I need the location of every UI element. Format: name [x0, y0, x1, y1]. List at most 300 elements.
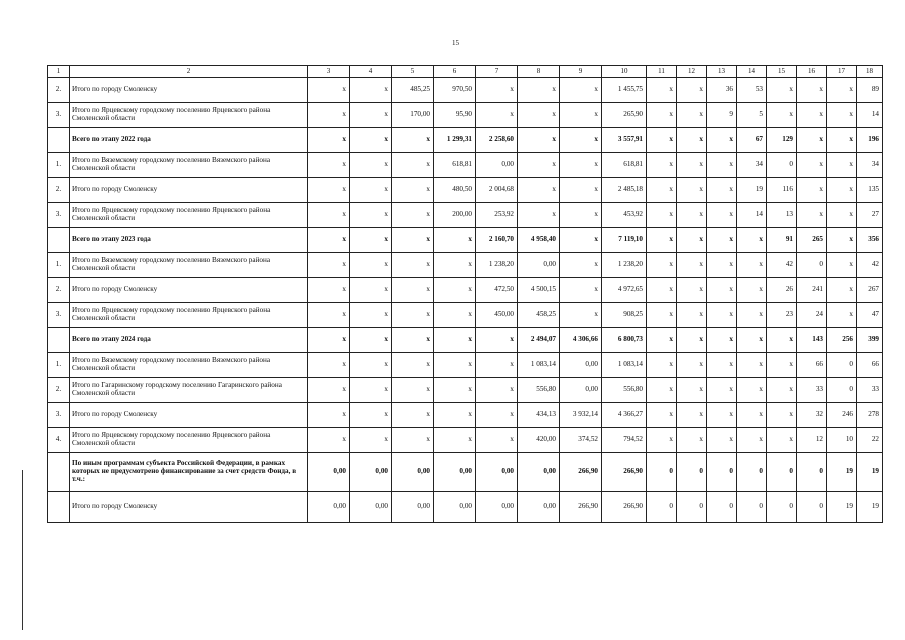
row-number-cell: 3. — [48, 303, 70, 328]
column-number-header: 3 — [308, 66, 350, 78]
value-cell: x — [677, 153, 707, 178]
value-cell: 556,80 — [518, 378, 560, 403]
value-cell: 53 — [737, 78, 767, 103]
value-cell: x — [560, 128, 602, 153]
value-cell: x — [476, 428, 518, 453]
table-row — [48, 492, 883, 523]
value-cell: x — [476, 353, 518, 378]
value-cell: x — [518, 178, 560, 203]
value-cell: 200,00 — [434, 203, 476, 228]
value-cell: 5 — [737, 103, 767, 128]
value-cell: x — [392, 128, 434, 153]
value-cell: 13 — [767, 203, 797, 228]
value-cell: 3 932,14 — [560, 403, 602, 428]
value-cell: 0,00 — [518, 453, 560, 492]
value-cell: 420,00 — [518, 428, 560, 453]
table-row — [48, 378, 883, 403]
value-cell: 91 — [767, 228, 797, 253]
value-cell: x — [308, 153, 350, 178]
value-cell: 256 — [827, 328, 857, 353]
value-cell: x — [707, 328, 737, 353]
value-cell: x — [434, 328, 476, 353]
value-cell: x — [350, 103, 392, 128]
value-cell: 0 — [797, 253, 827, 278]
value-cell: x — [476, 403, 518, 428]
value-cell: 34 — [737, 153, 767, 178]
value-cell: 19 — [857, 492, 883, 523]
value-cell: x — [677, 403, 707, 428]
value-cell: x — [350, 253, 392, 278]
value-cell: 618,81 — [602, 153, 647, 178]
value-cell: x — [677, 278, 707, 303]
value-cell: x — [737, 228, 767, 253]
value-cell: x — [767, 378, 797, 403]
value-cell: x — [677, 178, 707, 203]
column-number-header: 6 — [434, 66, 476, 78]
row-name-cell: По иным программам субъекта Российской Федерации, в рамках которых не предусмотрено финансирование за счет средств Фонда, в т.ч.: — [70, 453, 308, 492]
value-cell: x — [827, 78, 857, 103]
table-row — [48, 203, 883, 228]
value-cell: x — [647, 378, 677, 403]
value-cell: 0 — [737, 492, 767, 523]
value-cell: 253,92 — [476, 203, 518, 228]
value-cell: 265,90 — [602, 103, 647, 128]
value-cell: x — [647, 203, 677, 228]
value-cell: x — [647, 428, 677, 453]
value-cell: x — [350, 328, 392, 353]
value-cell: 19 — [827, 492, 857, 523]
value-cell: x — [350, 378, 392, 403]
value-cell: x — [308, 353, 350, 378]
value-cell: x — [560, 278, 602, 303]
value-cell: x — [707, 178, 737, 203]
value-cell: x — [767, 78, 797, 103]
value-cell: x — [392, 328, 434, 353]
value-cell: x — [767, 328, 797, 353]
value-cell: x — [350, 128, 392, 153]
value-cell: 95,90 — [434, 103, 476, 128]
value-cell: 0 — [647, 492, 677, 523]
value-cell: 32 — [797, 403, 827, 428]
value-cell: 278 — [857, 403, 883, 428]
row-name-cell: Итого по Ярцевскому городскому поселению Ярцевского района Смоленской области — [70, 303, 308, 328]
value-cell: 0,00 — [392, 453, 434, 492]
column-number-header: 5 — [392, 66, 434, 78]
column-number-header: 14 — [737, 66, 767, 78]
value-cell: 0 — [647, 453, 677, 492]
value-cell: x — [737, 353, 767, 378]
value-cell: 26 — [767, 278, 797, 303]
value-cell: 0,00 — [560, 353, 602, 378]
row-name-cell: Итого по Ярцевскому городскому поселению Ярцевского района Смоленской области — [70, 103, 308, 128]
value-cell: 33 — [857, 378, 883, 403]
value-cell: x — [308, 128, 350, 153]
value-cell: 266,90 — [560, 492, 602, 523]
report-table — [47, 65, 883, 523]
row-name-cell: Всего по этапу 2022 года — [70, 128, 308, 153]
value-cell: x — [476, 378, 518, 403]
row-name-cell: Итого по Вяземскому городскому поселению Вяземского района Смоленской области — [70, 353, 308, 378]
value-cell: x — [434, 428, 476, 453]
value-cell: 0,00 — [308, 453, 350, 492]
value-cell: x — [518, 153, 560, 178]
value-cell: 0 — [707, 453, 737, 492]
table-row — [48, 278, 883, 303]
value-cell: x — [560, 78, 602, 103]
row-name-cell: Итого по Ярцевскому городскому поселению Ярцевского района Смоленской области — [70, 428, 308, 453]
table-row — [48, 353, 883, 378]
value-cell: x — [797, 103, 827, 128]
value-cell: x — [560, 253, 602, 278]
table-row — [48, 328, 883, 353]
value-cell: 170,00 — [392, 103, 434, 128]
value-cell: x — [797, 153, 827, 178]
value-cell: x — [767, 428, 797, 453]
value-cell: x — [392, 353, 434, 378]
value-cell: 3 557,91 — [602, 128, 647, 153]
row-number-cell: 2. — [48, 278, 70, 303]
value-cell: 24 — [797, 303, 827, 328]
value-cell: x — [827, 203, 857, 228]
column-number-header: 7 — [476, 66, 518, 78]
value-cell: 265 — [797, 228, 827, 253]
value-cell: x — [350, 403, 392, 428]
value-cell: x — [647, 328, 677, 353]
value-cell: 0,00 — [308, 492, 350, 523]
value-cell: x — [707, 428, 737, 453]
value-cell: 0 — [767, 492, 797, 523]
value-cell: x — [767, 353, 797, 378]
value-cell: x — [350, 78, 392, 103]
value-cell: x — [308, 203, 350, 228]
value-cell: 2 004,68 — [476, 178, 518, 203]
value-cell: 2 494,07 — [518, 328, 560, 353]
value-cell: x — [518, 203, 560, 228]
value-cell: 89 — [857, 78, 883, 103]
value-cell: 0,00 — [560, 378, 602, 403]
table-row — [48, 428, 883, 453]
value-cell: 66 — [857, 353, 883, 378]
value-cell: x — [476, 328, 518, 353]
row-number-cell: 2. — [48, 178, 70, 203]
value-cell: x — [392, 153, 434, 178]
value-cell: 374,52 — [560, 428, 602, 453]
value-cell: 22 — [857, 428, 883, 453]
value-cell: 116 — [767, 178, 797, 203]
row-number-cell: 1. — [48, 153, 70, 178]
value-cell: x — [677, 353, 707, 378]
value-cell: x — [707, 253, 737, 278]
row-name-cell: Итого по Вяземскому городскому поселению Вяземского района Смоленской области — [70, 253, 308, 278]
value-cell: x — [677, 203, 707, 228]
value-cell: x — [350, 203, 392, 228]
value-cell: 0 — [767, 453, 797, 492]
value-cell: 2 485,18 — [602, 178, 647, 203]
value-cell: x — [308, 78, 350, 103]
value-cell: x — [560, 228, 602, 253]
table-row — [48, 103, 883, 128]
value-cell: x — [434, 303, 476, 328]
value-cell: x — [308, 328, 350, 353]
value-cell: x — [827, 128, 857, 153]
value-cell: 0 — [767, 153, 797, 178]
value-cell: x — [647, 128, 677, 153]
value-cell: 434,13 — [518, 403, 560, 428]
column-number-header: 13 — [707, 66, 737, 78]
value-cell: 480,50 — [434, 178, 476, 203]
value-cell: 267 — [857, 278, 883, 303]
value-cell: 458,25 — [518, 303, 560, 328]
value-cell: x — [797, 78, 827, 103]
value-cell: x — [518, 103, 560, 128]
value-cell: 1 083,14 — [602, 353, 647, 378]
value-cell: 67 — [737, 128, 767, 153]
column-number-header: 12 — [677, 66, 707, 78]
value-cell: 1 238,20 — [476, 253, 518, 278]
value-cell: x — [308, 103, 350, 128]
value-cell: 7 119,10 — [602, 228, 647, 253]
value-cell: x — [350, 303, 392, 328]
value-cell: 34 — [857, 153, 883, 178]
value-cell: 2 258,60 — [476, 128, 518, 153]
value-cell: 0,00 — [392, 492, 434, 523]
value-cell: 1 083,14 — [518, 353, 560, 378]
value-cell: 19 — [857, 453, 883, 492]
value-cell: 4 306,66 — [560, 328, 602, 353]
column-number-header: 4 — [350, 66, 392, 78]
value-cell: 0 — [707, 492, 737, 523]
value-cell: x — [707, 353, 737, 378]
column-number-header: 1 — [48, 66, 70, 78]
value-cell: 356 — [857, 228, 883, 253]
value-cell: x — [434, 353, 476, 378]
value-cell: 36 — [707, 78, 737, 103]
value-cell: x — [560, 203, 602, 228]
value-cell: x — [677, 78, 707, 103]
value-cell: x — [677, 378, 707, 403]
value-cell: 618,81 — [434, 153, 476, 178]
row-name-cell: Итого по Гагаринскому городскому поселению Гагаринского района Смоленской области — [70, 378, 308, 403]
value-cell: x — [647, 78, 677, 103]
value-cell: x — [476, 78, 518, 103]
value-cell: x — [827, 178, 857, 203]
value-cell: 472,50 — [476, 278, 518, 303]
value-cell: x — [827, 253, 857, 278]
value-cell: x — [434, 403, 476, 428]
value-cell: x — [392, 228, 434, 253]
value-cell: x — [392, 253, 434, 278]
value-cell: 19 — [827, 453, 857, 492]
table-row — [48, 403, 883, 428]
row-name-cell: Итого по Ярцевскому городскому поселению Ярцевского района Смоленской области — [70, 203, 308, 228]
value-cell: x — [350, 228, 392, 253]
value-cell: 135 — [857, 178, 883, 203]
value-cell: 0 — [827, 353, 857, 378]
value-cell: 0,00 — [476, 453, 518, 492]
value-cell: x — [677, 228, 707, 253]
value-cell: x — [392, 428, 434, 453]
value-cell: 6 800,73 — [602, 328, 647, 353]
value-cell: 266,90 — [602, 453, 647, 492]
value-cell: 0,00 — [476, 153, 518, 178]
value-cell: x — [308, 278, 350, 303]
page-edge-line — [22, 470, 23, 630]
value-cell: 10 — [827, 428, 857, 453]
value-cell: 33 — [797, 378, 827, 403]
value-cell: x — [434, 278, 476, 303]
value-cell: x — [737, 403, 767, 428]
value-cell: x — [647, 103, 677, 128]
row-number-cell — [48, 128, 70, 153]
value-cell: x — [647, 278, 677, 303]
value-cell: 450,00 — [476, 303, 518, 328]
value-cell: x — [518, 78, 560, 103]
value-cell: x — [797, 203, 827, 228]
value-cell: x — [707, 378, 737, 403]
value-cell: x — [560, 303, 602, 328]
value-cell: 266,90 — [602, 492, 647, 523]
value-cell: 0,00 — [350, 492, 392, 523]
table-row — [48, 78, 883, 103]
value-cell: 66 — [797, 353, 827, 378]
value-cell: x — [647, 303, 677, 328]
value-cell: x — [767, 103, 797, 128]
value-cell: x — [434, 253, 476, 278]
value-cell: x — [677, 328, 707, 353]
value-cell: 19 — [737, 178, 767, 203]
row-name-cell: Итого по городу Смоленску — [70, 178, 308, 203]
value-cell: 196 — [857, 128, 883, 153]
value-cell: x — [677, 128, 707, 153]
value-cell: x — [308, 228, 350, 253]
value-cell: 0,00 — [476, 492, 518, 523]
value-cell: 241 — [797, 278, 827, 303]
value-cell: x — [350, 428, 392, 453]
value-cell: x — [518, 128, 560, 153]
value-cell: x — [677, 103, 707, 128]
value-cell: 9 — [707, 103, 737, 128]
value-cell: x — [392, 278, 434, 303]
value-cell: 14 — [857, 103, 883, 128]
row-name-cell: Итого по городу Смоленску — [70, 492, 308, 523]
column-number-header: 2 — [70, 66, 308, 78]
value-cell: 129 — [767, 128, 797, 153]
value-cell: x — [647, 353, 677, 378]
value-cell: x — [737, 378, 767, 403]
value-cell: x — [476, 103, 518, 128]
value-cell: x — [308, 378, 350, 403]
value-cell: x — [737, 328, 767, 353]
value-cell: 4 500,15 — [518, 278, 560, 303]
value-cell: 453,92 — [602, 203, 647, 228]
value-cell: x — [707, 203, 737, 228]
value-cell: x — [647, 253, 677, 278]
value-cell: x — [308, 178, 350, 203]
row-number-cell: 1. — [48, 253, 70, 278]
value-cell: x — [434, 228, 476, 253]
value-cell: 0,00 — [518, 253, 560, 278]
row-name-cell: Всего по этапу 2024 года — [70, 328, 308, 353]
table-row — [48, 153, 883, 178]
value-cell: x — [308, 303, 350, 328]
table-row — [48, 303, 883, 328]
value-cell: 4 958,40 — [518, 228, 560, 253]
value-cell: x — [827, 153, 857, 178]
value-cell: x — [707, 278, 737, 303]
value-cell: 1 455,75 — [602, 78, 647, 103]
row-number-cell: 3. — [48, 103, 70, 128]
column-number-header: 11 — [647, 66, 677, 78]
table-row — [48, 453, 883, 492]
value-cell: 794,52 — [602, 428, 647, 453]
row-number-cell — [48, 328, 70, 353]
value-cell: 0 — [737, 453, 767, 492]
column-number-header: 18 — [857, 66, 883, 78]
row-name-cell: Итого по Вяземскому городскому поселению Вяземского района Смоленской области — [70, 153, 308, 178]
value-cell: x — [392, 378, 434, 403]
value-cell: x — [392, 178, 434, 203]
row-name-cell: Всего по этапу 2023 года — [70, 228, 308, 253]
row-number-cell: 2. — [48, 378, 70, 403]
table-row — [48, 228, 883, 253]
value-cell: x — [392, 203, 434, 228]
value-cell: x — [350, 278, 392, 303]
value-cell: x — [560, 153, 602, 178]
value-cell: 485,25 — [392, 78, 434, 103]
value-cell: x — [560, 178, 602, 203]
column-number-header: 9 — [560, 66, 602, 78]
value-cell: x — [707, 153, 737, 178]
column-number-header: 17 — [827, 66, 857, 78]
value-cell: x — [308, 428, 350, 453]
value-cell: x — [707, 303, 737, 328]
row-number-cell: 3. — [48, 203, 70, 228]
value-cell: 908,25 — [602, 303, 647, 328]
value-cell: x — [827, 278, 857, 303]
value-cell: x — [707, 128, 737, 153]
value-cell: 42 — [767, 253, 797, 278]
value-cell: 12 — [797, 428, 827, 453]
row-number-cell: 1. — [48, 353, 70, 378]
value-cell: x — [350, 153, 392, 178]
value-cell: 0,00 — [434, 453, 476, 492]
value-cell: 399 — [857, 328, 883, 353]
value-cell: 2 160,70 — [476, 228, 518, 253]
value-cell: 4 366,27 — [602, 403, 647, 428]
value-cell: 0,00 — [434, 492, 476, 523]
value-cell: x — [707, 228, 737, 253]
row-name-cell: Итого по городу Смоленску — [70, 78, 308, 103]
row-name-cell: Итого по городу Смоленску — [70, 278, 308, 303]
value-cell: x — [647, 403, 677, 428]
row-number-cell — [48, 453, 70, 492]
value-cell: x — [737, 253, 767, 278]
value-cell: x — [647, 153, 677, 178]
table-header-row — [48, 66, 883, 78]
value-cell: x — [392, 303, 434, 328]
row-number-cell: 3. — [48, 403, 70, 428]
value-cell: x — [707, 403, 737, 428]
value-cell: x — [827, 103, 857, 128]
value-cell: 1 238,20 — [602, 253, 647, 278]
column-number-header: 15 — [767, 66, 797, 78]
table-row — [48, 253, 883, 278]
value-cell: x — [647, 228, 677, 253]
value-cell: 0,00 — [350, 453, 392, 492]
page-number: 15 — [452, 39, 459, 47]
value-cell: 4 972,65 — [602, 278, 647, 303]
column-number-header: 16 — [797, 66, 827, 78]
